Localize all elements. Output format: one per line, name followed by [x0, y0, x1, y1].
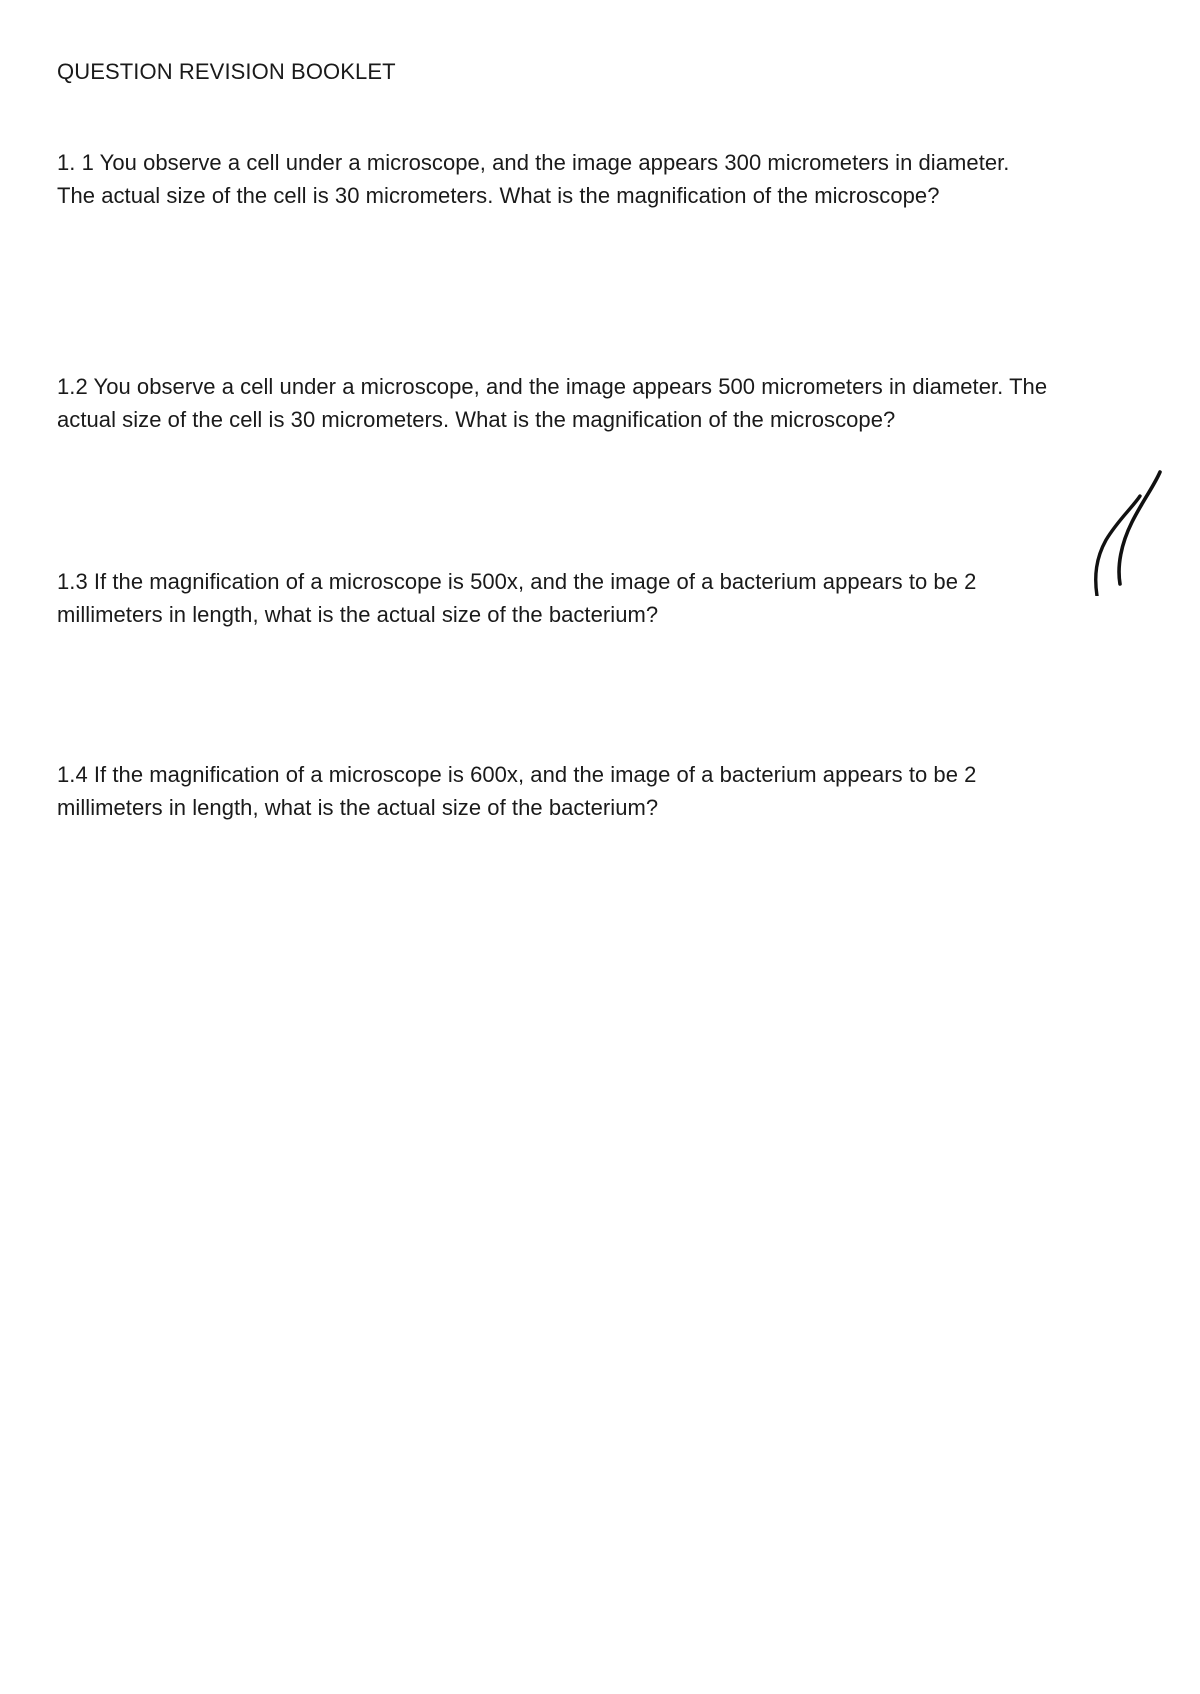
question-1-3	[57, 565, 1157, 631]
question-text-line: 1. 1 You observe a cell under a microscope, and the image appears 300 micrometers in diameter.	[57, 150, 1010, 175]
document-title: QUESTION REVISION BOOKLET	[57, 59, 396, 84]
question-1-2	[57, 370, 1157, 436]
question-text-line: actual size of the cell is 30 micrometers. What is the magnification of the microscope?	[57, 407, 896, 432]
question-text-line: 1.2 You observe a cell under a microscope, and the image appears 500 micrometers in diameter. The	[57, 374, 1048, 399]
question-text-line: millimeters in length, what is the actual size of the bacterium?	[57, 602, 659, 627]
question-1-1	[57, 146, 1157, 212]
question-text-line: The actual size of the cell is 30 micrometers. What is the magnification of the microscope?	[57, 183, 940, 208]
question-1-4	[57, 758, 1157, 824]
question-text-line: 1.4 If the magnification of a microscope is 600x, and the image of a bacterium appears to be 2	[57, 762, 977, 787]
pen-stroke-mark-icon	[1088, 468, 1164, 596]
question-text-line: millimeters in length, what is the actual size of the bacterium?	[57, 795, 659, 820]
question-text-line: 1.3 If the magnification of a microscope is 500x, and the image of a bacterium appears to be 2	[57, 569, 977, 594]
